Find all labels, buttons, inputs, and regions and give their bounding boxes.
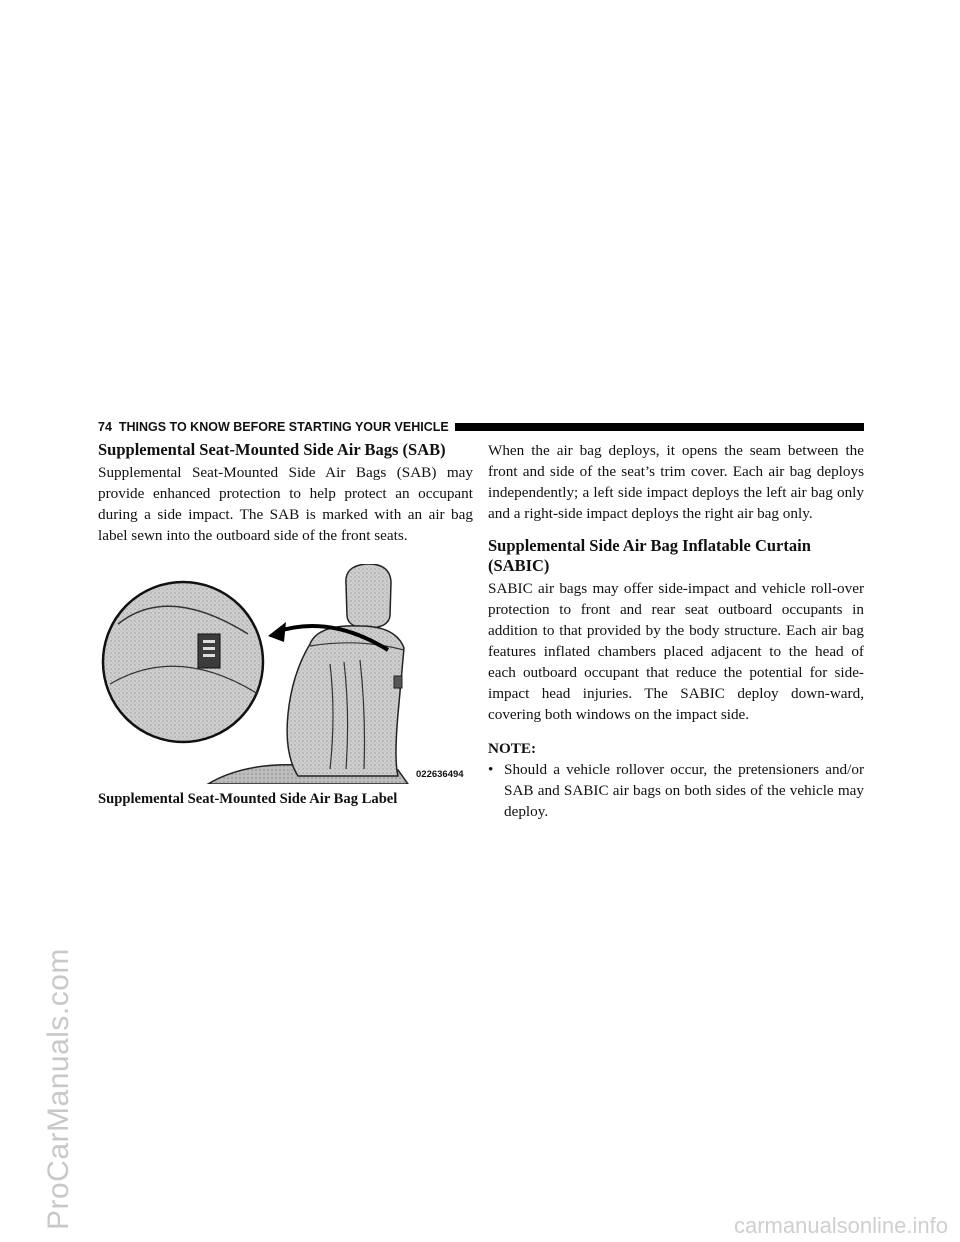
left-column [98,440,473,808]
deploy-paragraph: When the air bag deploys, it opens the seam between the front and side of the seat’s trim cover. Each air bag deploys independently; a left side impact deploys the left air bag only and a right-side impact deploys the right air bag only. [488,442,864,522]
header-rule [455,423,864,431]
running-header [98,419,864,435]
figure-caption: Supplemental Seat-Mounted Side Air Bag Label [98,791,398,807]
right-column [488,440,864,822]
watermark-vertical: ProCarManuals.com [42,948,75,1230]
note-title: NOTE: [488,740,537,757]
watermark-footer: carmanualsonline.info [733,1213,948,1238]
sabic-paragraph: SABIC air bags may offer side-impact and vehicle roll-over protection to front and rear seat outboard occupants in addition to that provided by the body structure. Each air bag features inflated chambers placed adjacent to the head of each outboard occupant that reduce the potential for side-impact head injuries. The SABIC deploy down-ward, covering both windows on the impact side. [488,580,864,723]
sab-paragraph: Supplemental Seat-Mounted Side Air Bags (SAB) may provide enhanced protection to help protect an occupant during a side impact. The SAB is marked with an air bag label sewn into the outboard side of the front seats. [98,464,473,544]
list-item [488,759,864,822]
section-heading-sabic: Supplemental Side Air Bag Inflatable Curtain (SABIC) [488,536,811,575]
header-title: THINGS TO KNOW BEFORE STARTING YOUR VEHICLE [118,420,449,434]
page-number: 74 [98,420,112,434]
bullet-icon: • [488,761,494,778]
seat-figure [98,564,473,784]
header-text [98,420,455,434]
figure-code: 022636494 [416,769,464,780]
section-heading-sab: Supplemental Seat-Mounted Side Air Bags (SAB) [98,440,446,459]
seat-illustration [98,564,473,784]
note-bullet-text: Should a vehicle rollover occur, the pretensioners and/or SAB and SABIC air bags on both sides of the vehicle may deploy. [504,761,864,820]
